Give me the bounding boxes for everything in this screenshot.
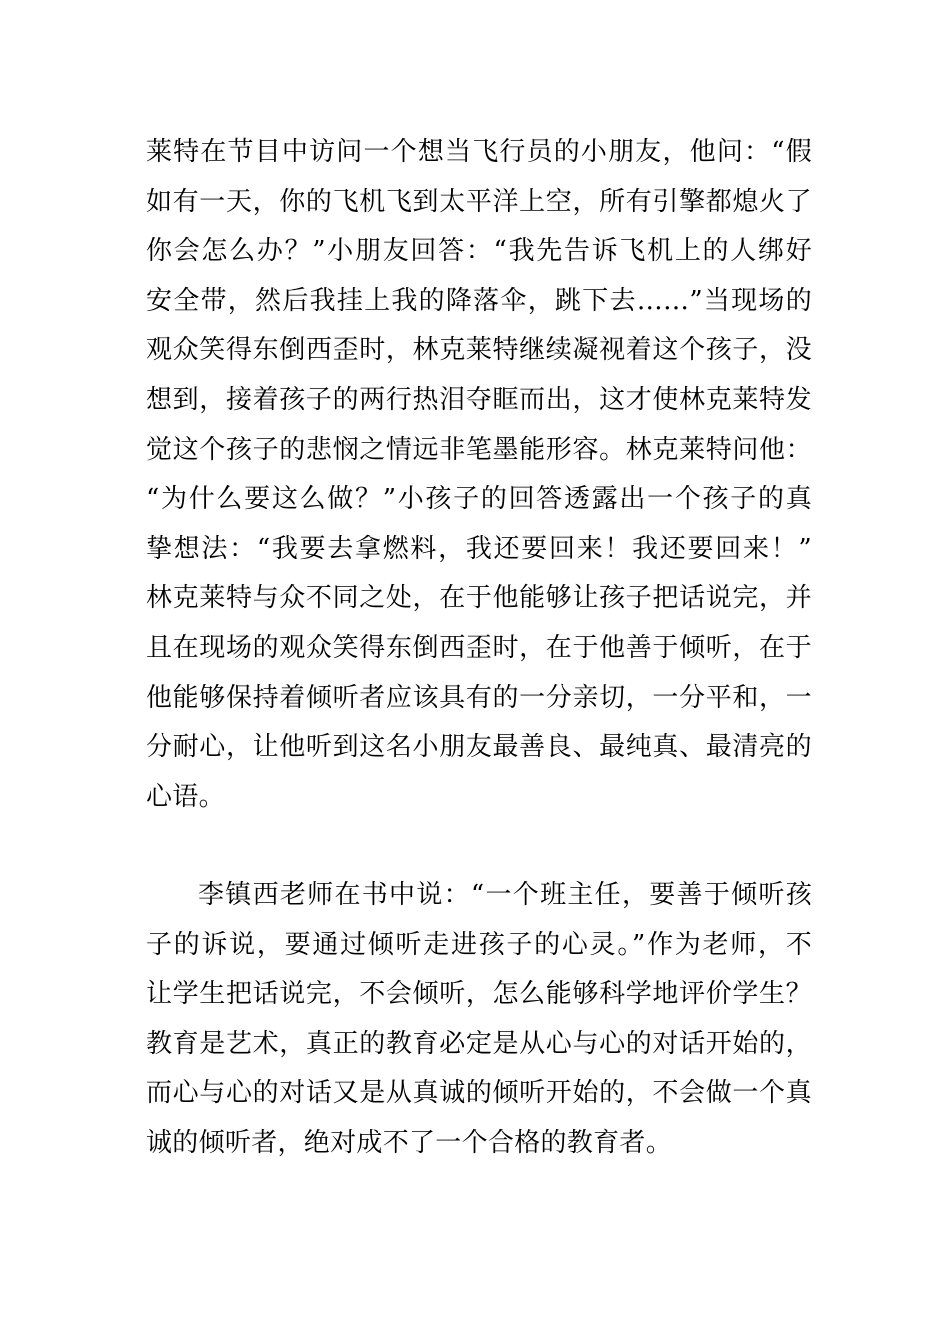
- text-line: 挚想法：“我要去拿燃料，我还要回来！我还要回来！”: [146, 533, 812, 564]
- paragraph-li-zhenxi-quote: [146, 871, 812, 1169]
- text-line: 而心与心的对话又是从真诚的倾听开始的，不会做一个真: [146, 1078, 812, 1109]
- text-line: 莱特在节目中访问一个想当飞行员的小朋友，他问：“假: [146, 137, 812, 167]
- text-line: 觉这个孩子的悲悯之情远非笔墨能形容。林克莱特问他：: [146, 434, 812, 465]
- paragraph-linkletter-story: [146, 128, 812, 822]
- text-line: “为什么要这么做？”小孩子的回答透露出一个孩子的真: [146, 484, 812, 515]
- text-line: 他能够保持着倾听者应该具有的一分亲切，一分平和，一: [146, 682, 812, 713]
- text-line: 让学生把话说完，不会倾听，怎么能够科学地评价学生？: [146, 979, 812, 1010]
- text-line: 你会怎么办？”小朋友回答：“我先告诉飞机上的人绑好: [146, 236, 812, 267]
- text-line: 观众笑得东倒西歪时，林克莱特继续凝视着这个孩子，没: [146, 335, 812, 366]
- text-line: 李镇西老师在书中说：“一个班主任，要善于倾听孩: [198, 880, 812, 910]
- text-line: 林克莱特与众不同之处，在于他能够让孩子把话说完，并: [146, 583, 812, 614]
- text-line: 分耐心，让他听到这名小朋友最善良、最纯真、最清亮的: [146, 732, 812, 763]
- text-line: 诚的倾听者，绝对成不了一个合格的教育者。: [146, 1127, 673, 1158]
- text-line: 想到，接着孩子的两行热泪夺眶而出，这才使林克莱特发: [146, 384, 812, 415]
- text-line: 子的诉说，要通过倾听走进孩子的心灵。”作为老师，不: [146, 929, 812, 960]
- text-line: 心语。: [146, 781, 225, 812]
- text-line: 安全带，然后我挂上我的降落伞，跳下去……”当现场的: [146, 285, 812, 316]
- text-line: 教育是艺术，真正的教育必定是从心与心的对话开始的，: [146, 1028, 812, 1059]
- text-line: 如有一天，你的飞机飞到太平洋上空，所有引擎都熄火了: [146, 186, 812, 217]
- text-line: 且在现场的观众笑得东倒西歪时，在于他善于倾听，在于: [146, 632, 812, 663]
